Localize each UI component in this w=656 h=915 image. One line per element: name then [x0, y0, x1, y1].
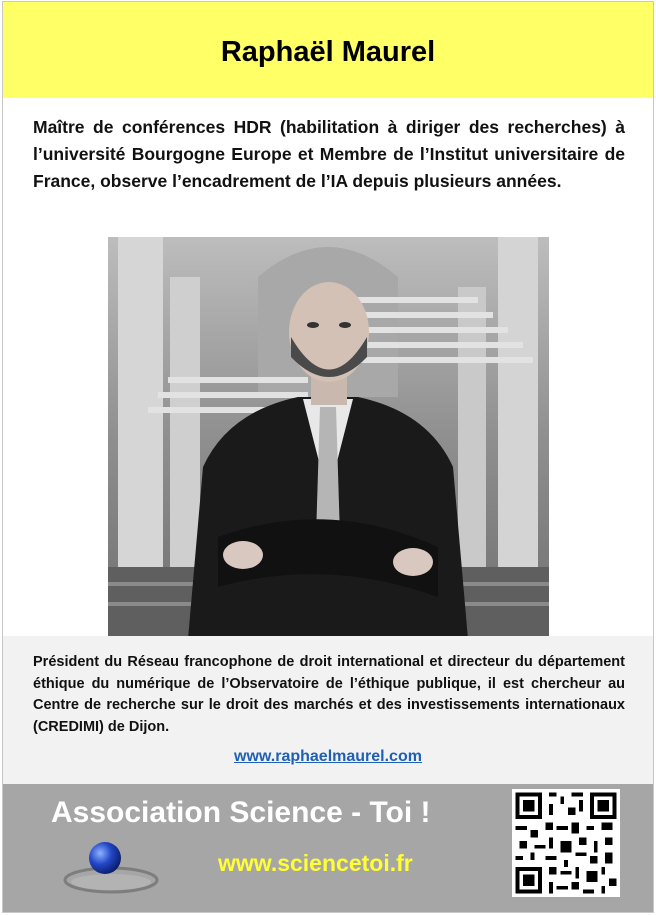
footer-banner [3, 784, 653, 913]
person-name: Raphaël Maurel [220, 35, 436, 68]
association-logo-icon [61, 836, 161, 902]
association-name: Association Science - Toi ! [51, 796, 431, 829]
personal-website-link[interactable]: www.raphaelmaurel.com [234, 748, 422, 765]
header-banner [3, 2, 653, 98]
qr-code-icon[interactable] [512, 789, 620, 897]
intro-paragraph: Maître de conférences HDR (habilitation à diriger des recherches) à l’université Bourgogne Europe et Membre de l’Institut universitaire de France, observe l’encadrement de l’IA depuis plusieurs années. [33, 117, 625, 191]
poster [2, 1, 654, 913]
portrait-photo [108, 237, 549, 639]
association-website-link[interactable]: www.sciencetoi.fr [218, 850, 413, 876]
bio-paragraph: Président du Réseau francophone de droit international et directeur du département éthique du numérique de l’Observatoire de l’éthique publique, il est chercheur au Centre de recherche sur le droit des marchés et des investissements internationaux (CREDIMI) de Dijon. [33, 654, 625, 735]
